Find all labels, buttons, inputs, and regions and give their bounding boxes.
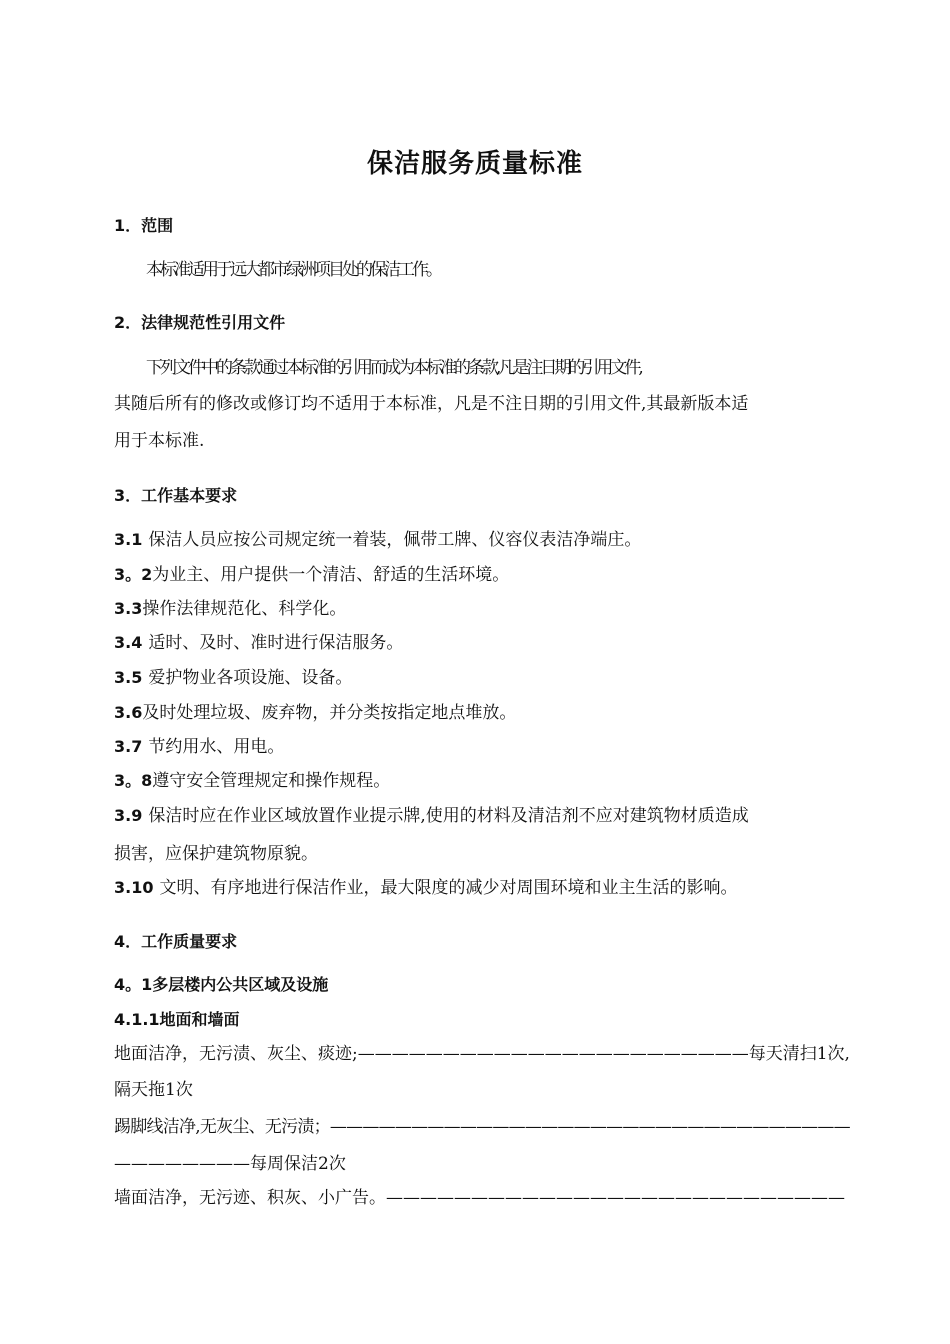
section-2-paragraph-line-2: 其随后所有的修改或修订均不适用于本标准，凡是不注日期的引用文件,其最新版本适 <box>114 394 749 414</box>
section-1-paragraph: 本标准适用于远大都市绿洲项目处的保洁工作。 <box>146 260 440 280</box>
item-number: 3.4 <box>114 633 143 652</box>
section-4-1-heading: 4。1多层楼内公共区域及设施 <box>114 975 329 994</box>
section-2-paragraph-line-1: 下列文件中的条款通过本标准的引用而成为本标准的条款,凡是注日期的引用文件, <box>146 358 641 378</box>
requirement-line: ————————每周保洁2次 <box>114 1154 346 1174</box>
section-2-paragraph-line-3: 用于本标准. <box>114 431 205 451</box>
list-item <box>114 877 844 899</box>
item-number: 3.10 <box>114 878 154 897</box>
requirement-line: 踢脚线洁净,无灰尘、无污渍；———————————————————————————————— <box>114 1117 850 1137</box>
item-text: 文明、有序地进行保洁作业，最大限度的减少对周围环境和业主生活的影响。 <box>159 878 738 898</box>
list-item <box>114 667 844 689</box>
list-item-continuation <box>114 843 844 865</box>
list-item <box>114 736 844 758</box>
list-item <box>114 598 844 620</box>
requirement-line: 隔天拖1次 <box>114 1080 193 1100</box>
section-1-heading: 1．范围 <box>114 216 174 235</box>
item-text: 及时处理垃圾、废弃物，并分类按指定地点堆放。 <box>142 703 517 723</box>
requirement-line: 地面洁净，无污渍、灰尘、痰迹;———————————————————————每天清扫1次, <box>114 1044 850 1064</box>
item-number: 3.3 <box>114 599 143 618</box>
item-text: 保洁人员应按公司规定统一着装，佩带工牌、仪容仪表洁净端庄。 <box>148 530 642 550</box>
list-item <box>114 564 844 586</box>
item-number: 3。2 <box>114 565 153 584</box>
item-text: 操作法律规范化、科学化。 <box>142 599 347 619</box>
item-number: 3.9 <box>114 806 143 825</box>
item-text: 损害，应保护建筑物原貌。 <box>114 844 318 864</box>
item-text: 遵守安全管理规定和操作规程。 <box>152 771 391 791</box>
section-2-heading: 2．法律规范性引用文件 <box>114 313 286 332</box>
item-number: 3。8 <box>114 771 153 790</box>
item-number: 3.5 <box>114 668 143 687</box>
section-4-heading: 4．工作质量要求 <box>114 932 238 951</box>
item-number: 3.1 <box>114 530 143 549</box>
list-item <box>114 702 844 724</box>
item-number: 3.7 <box>114 737 143 756</box>
list-item <box>114 529 844 551</box>
page-title: 保洁服务质量标准 <box>366 149 583 179</box>
section-3-heading: 3．工作基本要求 <box>114 486 238 505</box>
item-text: 爱护物业各项设施、设备。 <box>148 668 353 688</box>
list-item <box>114 770 844 792</box>
item-number: 3.6 <box>114 703 143 722</box>
requirement-line: 墙面洁净，无污迹、积灰、小广告。——————————————————————————— <box>114 1188 845 1208</box>
list-item <box>114 632 844 654</box>
item-text: 适时、及时、准时进行保洁服务。 <box>148 633 404 653</box>
list-item <box>114 805 844 827</box>
item-text: 为业主、用户提供一个清洁、舒适的生活环境。 <box>152 565 510 585</box>
item-text: 保洁时应在作业区域放置作业提示牌,使用的材料及清洁剂不应对建筑物材质造成 <box>148 806 749 826</box>
item-text: 节约用水、用电。 <box>148 737 285 757</box>
section-4-1-1-heading: 4.1.1地面和墙面 <box>114 1010 240 1029</box>
